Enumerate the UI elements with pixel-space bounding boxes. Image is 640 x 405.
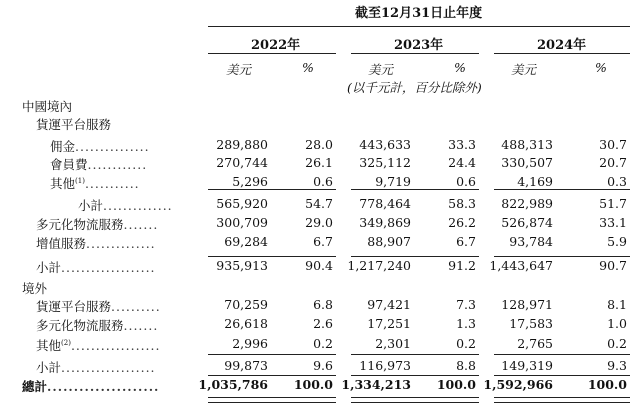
amount-cell: 565,920 [216,196,268,211]
currency-label-2022: 美元 [226,62,252,77]
percent-label-2023: % [454,60,466,75]
year-2022-underline [208,53,336,54]
row-label [78,196,173,214]
rule-total-top-2022 [208,375,336,376]
row-label-text: 小計 [78,198,104,213]
row-label [36,297,161,315]
amount-cell: 488,313 [501,137,553,152]
percent-cell: 26.2 [448,215,476,230]
amount-cell: 2,301 [375,336,411,351]
row-label [36,215,158,233]
amount-cell: 69,284 [224,234,268,249]
rule-total-top-2024 [494,375,630,376]
row-label [50,137,150,155]
amount-cell: 1,592,966 [483,377,553,392]
percent-cell: 100.0 [587,377,627,392]
currency-label-2023: 美元 [368,62,394,77]
percent-cell: 33.1 [599,215,627,230]
amount-cell: 1,443,647 [489,258,553,273]
amount-cell: 9,719 [375,174,411,189]
row-label [36,358,156,376]
rule-total-top-2023 [351,375,479,376]
rule-subtotal-1-2023 [351,189,479,190]
row-label-text: 貨運平台服務 [36,299,112,314]
row-label [50,155,147,173]
amount-cell: 325,112 [359,155,411,170]
year-2022-heading: 2022年 [251,38,301,53]
footnote-marker: (2) [61,338,71,347]
year-2023-underline [351,53,479,54]
amount-cell: 2,765 [517,336,553,351]
percent-cell: 58.3 [448,196,476,211]
percent-cell: 0.2 [456,336,476,351]
percent-cell: 54.7 [305,196,333,211]
percent-cell: 1.3 [456,316,476,331]
row-label [36,316,158,334]
percent-cell: 28.0 [305,137,333,152]
amount-cell: 300,709 [216,215,268,230]
leader-dots: .............. [86,236,156,251]
row-label [22,377,159,395]
amount-cell: 149,319 [501,358,553,373]
row-label-text: 增值服務 [36,236,87,251]
row-label [22,97,72,115]
amount-cell: 93,784 [509,234,553,249]
percent-cell: 91.2 [448,258,476,273]
percent-label-2024: % [595,60,607,75]
leader-dots: ....... [123,217,159,232]
leader-dots: ................... [61,260,156,275]
rule-subtotal-1-2022 [208,189,336,190]
amount-cell: 2,996 [232,336,268,351]
leader-dots: ................... [61,360,156,375]
units-note: (以千元計，百分比除外) [347,80,482,95]
row-label [36,115,111,133]
amount-cell: 349,869 [359,215,411,230]
amount-cell: 99,873 [224,358,268,373]
year-2024-underline [494,53,630,54]
percent-cell: 7.3 [456,297,476,312]
amount-cell: 88,907 [367,234,411,249]
percent-cell: 8.1 [607,297,627,312]
row-label [36,234,156,252]
amount-cell: 1,217,240 [347,258,411,273]
year-2024-heading: 2024年 [537,38,587,53]
period-heading: 截至12月31日止年度 [355,6,483,21]
percent-cell: 5.9 [607,234,627,249]
row-label [22,279,47,297]
percent-cell: 1.0 [607,316,627,331]
leader-dots: ........... [84,176,140,191]
amount-cell: 935,913 [216,258,268,273]
percent-cell: 26.1 [305,155,333,170]
percent-cell: 20.7 [599,155,627,170]
percent-cell: 8.8 [456,358,476,373]
percent-cell: 24.4 [448,155,476,170]
row-label-text: 貨運平台服務 [36,117,112,132]
footnote-marker: (1) [75,176,85,185]
percent-cell: 0.3 [607,174,627,189]
leader-dots: .................. [70,338,161,353]
amount-cell: 70,259 [224,297,268,312]
row-label-text: 多元化物流服務 [36,217,124,232]
amount-cell: 97,421 [367,297,411,312]
percent-cell: 6.7 [456,234,476,249]
percent-cell: 0.6 [456,174,476,189]
rule-subtotal-2-2022 [208,256,336,257]
amount-cell: 1,035,786 [198,377,268,392]
rule-subtotal-2-2024 [494,256,630,257]
leader-dots: ....... [123,318,159,333]
currency-label-2024: 美元 [511,62,537,77]
period-underline [208,26,630,27]
percent-cell: 90.4 [305,258,333,273]
leader-dots: ............... [75,139,150,154]
row-label [36,336,160,354]
row-label-text: 會員費 [50,157,88,172]
amount-cell: 778,464 [359,196,411,211]
percent-cell: 0.6 [313,174,333,189]
percent-cell: 100.0 [293,377,333,392]
row-label-text: 境外 [22,281,48,296]
leader-dots: ............ [87,157,148,172]
amount-cell: 17,251 [367,316,411,331]
row-label-text: 小計 [36,260,62,275]
percent-cell: 6.7 [313,234,333,249]
percent-cell: 100.0 [436,377,476,392]
percent-cell: 30.7 [599,137,627,152]
row-label [50,174,140,192]
amount-cell: 822,989 [501,196,553,211]
leader-dots: .............. [103,198,173,213]
leader-dots: ..................... [47,379,160,394]
amount-cell: 443,633 [359,137,411,152]
amount-cell: 26,618 [224,316,268,331]
amount-cell: 289,880 [216,137,268,152]
amount-cell: 5,296 [232,174,268,189]
row-label-text: 總計 [22,379,48,394]
rule-subtotal-2-2023 [351,256,479,257]
percent-cell: 51.7 [599,196,627,211]
rule-subtotal-3-2024 [494,354,630,355]
rule-total-double-2022 [208,397,336,403]
amount-cell: 526,874 [501,215,553,230]
percent-cell: 0.2 [313,336,333,351]
amount-cell: 330,507 [501,155,553,170]
rule-subtotal-1-2024 [494,189,630,190]
rule-total-double-2024 [494,397,630,403]
percent-cell: 29.0 [305,215,333,230]
row-label [36,258,156,276]
percent-cell: 9.3 [607,358,627,373]
rule-total-double-2023 [351,397,479,403]
rule-subtotal-3-2022 [208,354,336,355]
row-label-text: 其他 [50,176,76,191]
percent-cell: 90.7 [599,258,627,273]
row-label-text: 佣金 [50,139,76,154]
percent-cell: 9.6 [313,358,333,373]
row-label-text: 小計 [36,360,62,375]
percent-cell: 2.6 [313,316,333,331]
percent-cell: 0.2 [607,336,627,351]
amount-cell: 128,971 [501,297,553,312]
amount-cell: 1,334,213 [341,377,411,392]
amount-cell: 116,973 [359,358,411,373]
row-label-text: 其他 [36,338,62,353]
row-label-text: 中國境內 [22,99,73,114]
percent-label-2022: % [302,60,314,75]
leader-dots: .......... [111,299,161,314]
percent-cell: 6.8 [313,297,333,312]
amount-cell: 17,583 [509,316,553,331]
percent-cell: 33.3 [448,137,476,152]
amount-cell: 4,169 [517,174,553,189]
year-2023-heading: 2023年 [394,38,444,53]
row-label-text: 多元化物流服務 [36,318,124,333]
rule-subtotal-3-2023 [351,354,479,355]
amount-cell: 270,744 [216,155,268,170]
